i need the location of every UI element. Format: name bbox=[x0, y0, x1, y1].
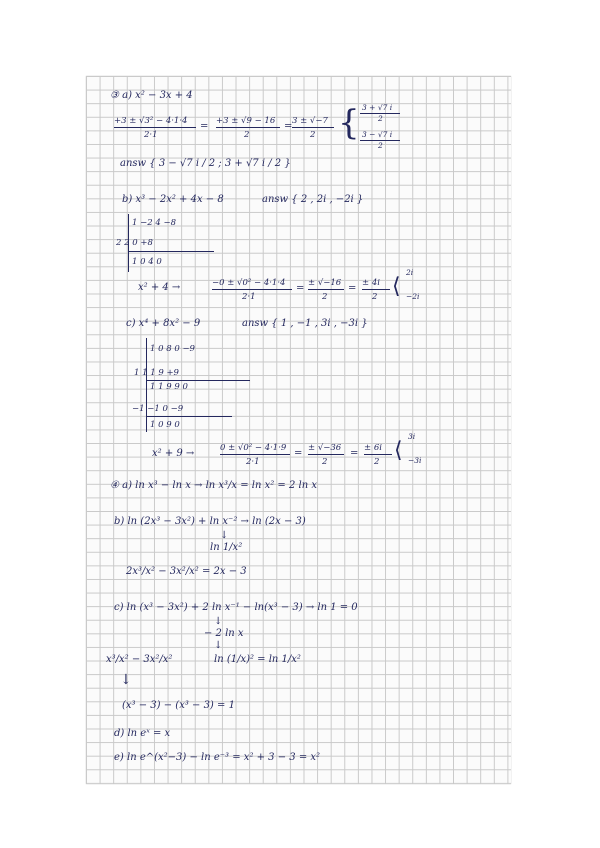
q3b-row-1: 1 −2 4 −8 bbox=[132, 218, 176, 228]
q3b-numerator-1: −0 ± √0² − 4·1·4 bbox=[212, 278, 286, 288]
fraction-bar bbox=[364, 454, 392, 455]
q4c-fraction: x³/x² − 3x²/x² bbox=[106, 654, 173, 665]
q3a-root-2: 3 − √7 i bbox=[362, 130, 393, 139]
q3b-row-2: 2 2 0 +8 bbox=[116, 238, 153, 248]
q3c-denominator-3: 2 bbox=[374, 457, 380, 467]
equals-sign: = bbox=[294, 448, 303, 459]
equals-sign: = bbox=[296, 283, 305, 294]
q3c-numerator-2: ± √−36 bbox=[308, 443, 342, 453]
q3a-root-2-denominator: 2 bbox=[378, 141, 383, 150]
q4a-line: ④ a) ln x³ − ln x → ln x³/x = ln x² = 2 ln x bbox=[110, 480, 317, 491]
fraction-bar bbox=[308, 454, 344, 455]
division-line bbox=[128, 251, 214, 252]
q3c-row-1: 1 0 8 0 −9 bbox=[150, 344, 195, 354]
arrow-down-icon: ↓ bbox=[220, 530, 229, 541]
equals-sign: = bbox=[200, 121, 209, 132]
q3b-quadratic: x² + 4 → bbox=[138, 282, 181, 293]
division-line bbox=[146, 380, 250, 381]
q3b-denominator-1: 2·1 bbox=[242, 292, 256, 302]
arrow-down-icon: ↓ bbox=[214, 640, 223, 651]
q3c-row-3: 1 1 9 9 0 bbox=[150, 382, 188, 392]
q3a-numerator-2: +3 ± √9 − 16 bbox=[216, 116, 276, 126]
q3b-answer: answ { 2 , 2i , −2i } bbox=[262, 194, 364, 205]
q4d-line: d) ln eˣ = x bbox=[114, 728, 171, 739]
q3c-row-2: 1 1 1 9 +9 bbox=[134, 368, 179, 378]
arrow-down-icon: ↓ bbox=[214, 616, 223, 627]
brace-icon: ⟨ bbox=[394, 438, 403, 463]
fraction-bar bbox=[220, 454, 290, 455]
arrow-down-icon: ↓ bbox=[120, 672, 132, 688]
q4b-fraction-result: 2x³/x² − 3x²/x² = 2x − 3 bbox=[126, 566, 247, 577]
fraction-bar bbox=[216, 127, 280, 128]
fraction-bar bbox=[114, 127, 196, 128]
equals-sign: = bbox=[284, 121, 293, 132]
fraction-bar bbox=[362, 289, 390, 290]
q4b-line: b) ln (2x³ − 3x²) + ln x⁻² → ln (2x − 3) bbox=[114, 516, 306, 527]
q3a-numerator-3: 3 ± √−7 bbox=[292, 116, 328, 126]
fraction-bar bbox=[212, 289, 292, 290]
q3c-denominator-2: 2 bbox=[322, 457, 328, 467]
q4e-line: e) ln e^(x²−3) − ln e⁻³ = x² + 3 − 3 = x² bbox=[114, 752, 321, 763]
q4c-substitution: − 2 ln x bbox=[204, 628, 244, 639]
q3b-numerator-3: ± 4i bbox=[362, 278, 380, 288]
q3a-answer: answ { 3 − √7 i / 2 ; 3 + √7 i / 2 } bbox=[120, 158, 291, 169]
q3b-heading: b) x³ − 2x² + 4x − 8 bbox=[122, 194, 224, 205]
q3a-heading: ③ a) x² − 3x + 4 bbox=[110, 90, 193, 101]
q3c-heading: c) x⁴ + 8x² − 9 bbox=[126, 318, 201, 329]
q3c-denominator-1: 2·1 bbox=[246, 457, 260, 467]
q3b-numerator-2: ± √−16 bbox=[308, 278, 342, 288]
q3a-denominator-1: 2·1 bbox=[144, 130, 158, 140]
fraction-bar bbox=[308, 289, 344, 290]
q3b-root-1: 2i bbox=[406, 268, 414, 277]
q3a-root-1: 3 + √7 i bbox=[362, 103, 393, 112]
equals-sign: = bbox=[350, 448, 359, 459]
q3c-quadratic: x² + 9 → bbox=[152, 448, 195, 459]
fraction-bar bbox=[292, 127, 334, 128]
q4b-substitution: ln 1/x² bbox=[210, 542, 243, 553]
q3b-row-3: 1 0 4 0 bbox=[132, 257, 162, 267]
q3c-root-2: −3i bbox=[408, 456, 422, 465]
graph-paper-sheet bbox=[86, 76, 511, 784]
q3c-answer: answ { 1 , −1 , 3i , −3i } bbox=[242, 318, 368, 329]
q4c-result: (x³ − 3) − (x³ − 3) = 1 bbox=[122, 700, 235, 711]
q4c-log-result: ln (1/x)² = ln 1/x² bbox=[214, 654, 301, 665]
q3a-root-1-denominator: 2 bbox=[378, 114, 383, 123]
q3a-numerator-1: +3 ± √3² − 4·1·4 bbox=[114, 116, 188, 126]
q3c-row-5: 1 0 9 0 bbox=[150, 420, 180, 430]
q3a-denominator-2: 2 bbox=[244, 130, 250, 140]
division-line bbox=[146, 416, 232, 417]
q3c-row-4: −1 −1 0 −9 bbox=[132, 404, 184, 414]
brace-icon: ⟨ bbox=[392, 274, 401, 299]
q3c-numerator-3: ± 6i bbox=[364, 443, 382, 453]
q4c-line: c) ln (x³ − 3x²) + 2 ln x⁻¹ − ln(x³ − 3) → ln 1 = 0 bbox=[114, 602, 358, 613]
q3b-denominator-2: 2 bbox=[322, 292, 328, 302]
brace-icon: { bbox=[338, 103, 360, 143]
q3c-numerator-1: 0 ± √0² − 4·1·9 bbox=[220, 443, 287, 453]
q3b-root-2: −2i bbox=[406, 292, 420, 301]
q3b-denominator-3: 2 bbox=[372, 292, 378, 302]
q3a-denominator-3: 2 bbox=[310, 130, 316, 140]
synthetic-division-bar bbox=[146, 338, 147, 432]
equals-sign: = bbox=[348, 283, 357, 294]
q3c-root-1: 3i bbox=[408, 432, 416, 441]
